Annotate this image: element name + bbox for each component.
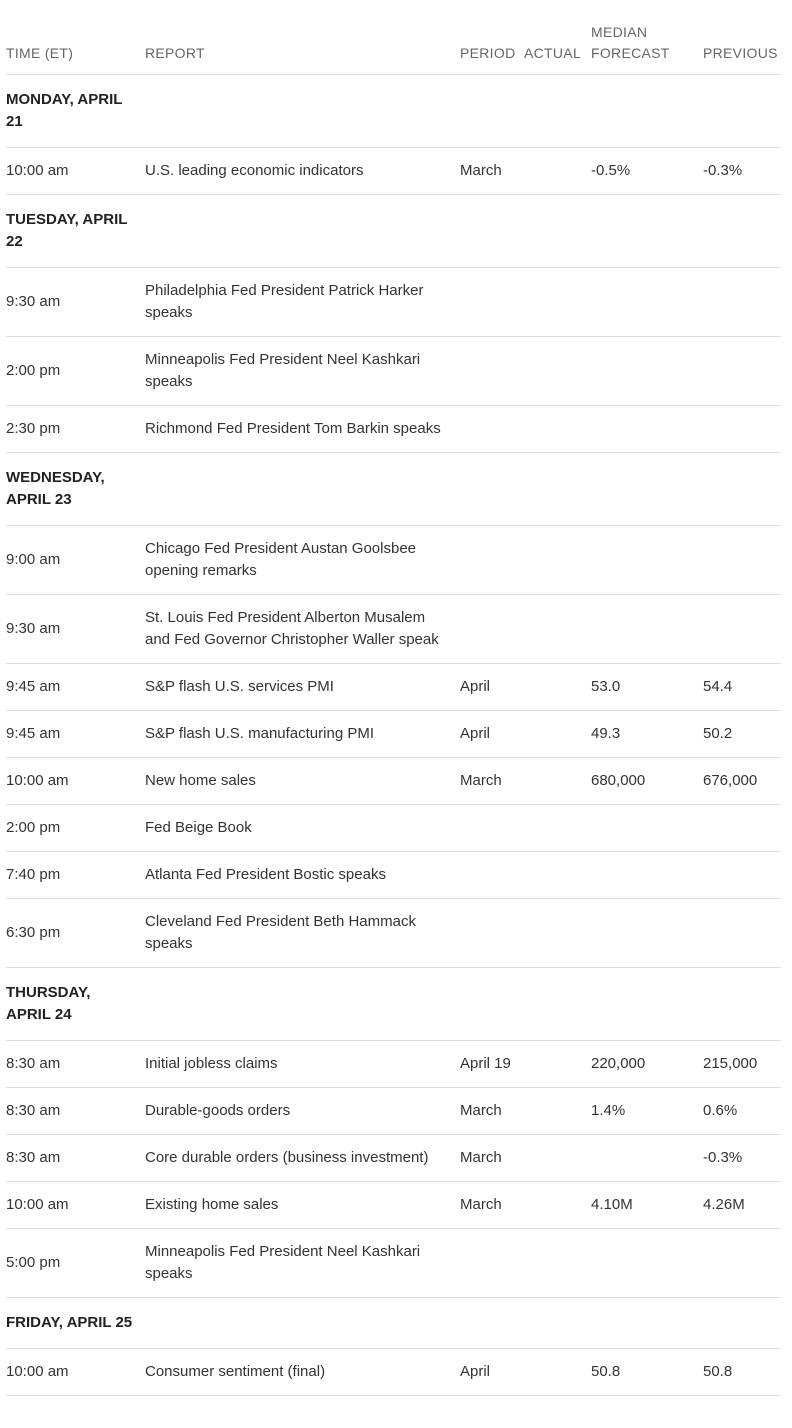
time-cell: 6:30 pm xyxy=(6,899,145,968)
period-cell xyxy=(460,899,524,968)
header-actual: ACTUAL xyxy=(524,0,591,75)
actual-cell xyxy=(524,526,591,595)
actual-cell xyxy=(524,1135,591,1182)
actual-cell xyxy=(524,406,591,453)
day-header-cell xyxy=(6,1298,781,1349)
previous-cell xyxy=(703,406,781,453)
table-row xyxy=(6,595,781,664)
time-cell: 9:45 am xyxy=(6,711,145,758)
time-cell: 2:00 pm xyxy=(6,337,145,406)
median-forecast-cell xyxy=(591,805,703,852)
report-cell: U.S. leading economic indicators xyxy=(145,148,460,195)
table-row xyxy=(6,899,781,968)
time-cell: 9:00 am xyxy=(6,526,145,595)
median-forecast-cell xyxy=(591,899,703,968)
period-cell: March xyxy=(460,758,524,805)
median-forecast-cell: 220,000 xyxy=(591,1041,703,1088)
table-row xyxy=(6,1135,781,1182)
table-row xyxy=(6,1041,781,1088)
previous-cell: 4.26M xyxy=(703,1182,781,1229)
previous-cell xyxy=(703,595,781,664)
time-cell: 7:40 pm xyxy=(6,852,145,899)
previous-cell: 676,000 xyxy=(703,758,781,805)
actual-cell xyxy=(524,595,591,664)
period-cell xyxy=(460,852,524,899)
previous-cell: 215,000 xyxy=(703,1041,781,1088)
report-cell: S&P flash U.S. manufacturing PMI xyxy=(145,711,460,758)
table-row xyxy=(6,805,781,852)
actual-cell xyxy=(524,711,591,758)
report-cell: Minneapolis Fed President Neel Kashkari speaks xyxy=(145,1229,460,1298)
previous-cell xyxy=(703,899,781,968)
day-header-row xyxy=(6,195,781,268)
period-cell: April 19 xyxy=(460,1041,524,1088)
period-cell: April xyxy=(460,1349,524,1396)
median-forecast-cell: 680,000 xyxy=(591,758,703,805)
day-header-cell xyxy=(6,195,781,268)
header-previous: PREVIOUS xyxy=(703,0,781,75)
table-row xyxy=(6,1229,781,1298)
day-header-row xyxy=(6,75,781,148)
previous-cell: 54.4 xyxy=(703,664,781,711)
time-cell: 8:30 am xyxy=(6,1041,145,1088)
median-forecast-cell: 53.0 xyxy=(591,664,703,711)
day-label: MONDAY, APRIL 21 xyxy=(6,91,123,130)
previous-cell: 50.2 xyxy=(703,711,781,758)
median-forecast-cell: 50.8 xyxy=(591,1349,703,1396)
table-row xyxy=(6,406,781,453)
actual-cell xyxy=(524,1229,591,1298)
day-header-row xyxy=(6,453,781,526)
table-row xyxy=(6,1349,781,1396)
report-cell: Richmond Fed President Tom Barkin speaks xyxy=(145,406,460,453)
table-row xyxy=(6,337,781,406)
previous-cell xyxy=(703,337,781,406)
period-cell xyxy=(460,805,524,852)
table-row xyxy=(6,758,781,805)
actual-cell xyxy=(524,1088,591,1135)
table-row xyxy=(6,526,781,595)
report-cell: St. Louis Fed President Alberton Musalem and Fed Governor Christopher Waller speak xyxy=(145,595,460,664)
median-forecast-cell xyxy=(591,595,703,664)
report-cell: New home sales xyxy=(145,758,460,805)
median-forecast-cell xyxy=(591,1229,703,1298)
actual-cell xyxy=(524,664,591,711)
report-cell: Minneapolis Fed President Neel Kashkari speaks xyxy=(145,337,460,406)
period-cell: March xyxy=(460,1182,524,1229)
header-report: REPORT xyxy=(145,0,460,75)
actual-cell xyxy=(524,758,591,805)
period-cell xyxy=(460,406,524,453)
table-row xyxy=(6,711,781,758)
day-header-cell xyxy=(6,968,781,1041)
actual-cell xyxy=(524,852,591,899)
median-forecast-cell: -0.5% xyxy=(591,148,703,195)
actual-cell xyxy=(524,805,591,852)
actual-cell xyxy=(524,148,591,195)
table-row xyxy=(6,852,781,899)
median-forecast-cell xyxy=(591,337,703,406)
report-cell: Core durable orders (business investment) xyxy=(145,1135,460,1182)
median-forecast-cell xyxy=(591,526,703,595)
report-cell: Cleveland Fed President Beth Hammack speaks xyxy=(145,899,460,968)
day-header-row xyxy=(6,1298,781,1349)
previous-cell: 0.6% xyxy=(703,1088,781,1135)
table-header xyxy=(6,0,781,75)
report-cell: Fed Beige Book xyxy=(145,805,460,852)
report-cell: Atlanta Fed President Bostic speaks xyxy=(145,852,460,899)
period-cell xyxy=(460,595,524,664)
period-cell: April xyxy=(460,664,524,711)
period-cell xyxy=(460,1229,524,1298)
period-cell xyxy=(460,337,524,406)
time-cell: 10:00 am xyxy=(6,1182,145,1229)
time-cell: 8:30 am xyxy=(6,1088,145,1135)
previous-cell: 50.8 xyxy=(703,1349,781,1396)
report-cell: Initial jobless claims xyxy=(145,1041,460,1088)
time-cell: 2:00 pm xyxy=(6,805,145,852)
time-cell: 9:45 am xyxy=(6,664,145,711)
period-cell: April xyxy=(460,711,524,758)
period-cell: March xyxy=(460,1088,524,1135)
time-cell: 8:30 am xyxy=(6,1135,145,1182)
table-body xyxy=(6,75,781,1396)
median-forecast-cell: 49.3 xyxy=(591,711,703,758)
table-row xyxy=(6,1088,781,1135)
time-cell: 5:00 pm xyxy=(6,1229,145,1298)
report-cell: Durable-goods orders xyxy=(145,1088,460,1135)
day-label: WEDNESDAY, APRIL 23 xyxy=(6,469,105,508)
day-header-row xyxy=(6,968,781,1041)
median-forecast-cell xyxy=(591,1135,703,1182)
actual-cell xyxy=(524,1349,591,1396)
economic-calendar-table xyxy=(6,0,781,1396)
header-period: PERIOD xyxy=(460,0,524,75)
table-row xyxy=(6,664,781,711)
previous-cell xyxy=(703,805,781,852)
report-cell: Existing home sales xyxy=(145,1182,460,1229)
table-row xyxy=(6,268,781,337)
median-forecast-cell: 1.4% xyxy=(591,1088,703,1135)
day-header-cell xyxy=(6,453,781,526)
period-cell: March xyxy=(460,1135,524,1182)
report-cell: Chicago Fed President Austan Goolsbee opening remarks xyxy=(145,526,460,595)
time-cell: 9:30 am xyxy=(6,595,145,664)
previous-cell xyxy=(703,852,781,899)
report-cell: S&P flash U.S. services PMI xyxy=(145,664,460,711)
previous-cell xyxy=(703,1229,781,1298)
table-row xyxy=(6,1182,781,1229)
median-forecast-cell xyxy=(591,852,703,899)
actual-cell xyxy=(524,337,591,406)
previous-cell: -0.3% xyxy=(703,148,781,195)
actual-cell xyxy=(524,1182,591,1229)
median-forecast-cell: 4.10M xyxy=(591,1182,703,1229)
report-cell: Consumer sentiment (final) xyxy=(145,1349,460,1396)
day-label: FRIDAY, APRIL 25 xyxy=(6,1314,133,1331)
previous-cell xyxy=(703,268,781,337)
header-median-forecast: MEDIAN FORECAST xyxy=(591,0,703,75)
period-cell xyxy=(460,268,524,337)
table-row xyxy=(6,148,781,195)
day-header-cell xyxy=(6,75,781,148)
median-forecast-cell xyxy=(591,268,703,337)
header-time: TIME (ET) xyxy=(6,0,145,75)
day-label: THURSDAY, APRIL 24 xyxy=(6,984,91,1023)
time-cell: 10:00 am xyxy=(6,1349,145,1396)
day-label: TUESDAY, APRIL 22 xyxy=(6,211,128,250)
previous-cell xyxy=(703,526,781,595)
header-row xyxy=(6,0,781,75)
time-cell: 10:00 am xyxy=(6,758,145,805)
time-cell: 9:30 am xyxy=(6,268,145,337)
time-cell: 10:00 am xyxy=(6,148,145,195)
report-cell: Philadelphia Fed President Patrick Harker speaks xyxy=(145,268,460,337)
previous-cell: -0.3% xyxy=(703,1135,781,1182)
actual-cell xyxy=(524,268,591,337)
period-cell xyxy=(460,526,524,595)
actual-cell xyxy=(524,1041,591,1088)
period-cell: March xyxy=(460,148,524,195)
actual-cell xyxy=(524,899,591,968)
median-forecast-cell xyxy=(591,406,703,453)
time-cell: 2:30 pm xyxy=(6,406,145,453)
